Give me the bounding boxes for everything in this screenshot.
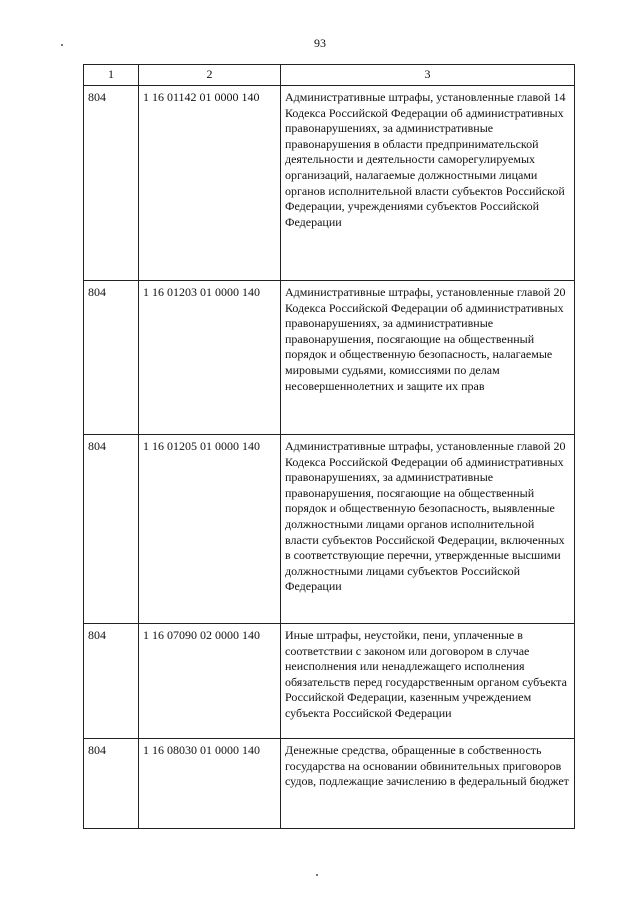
description-cell: Иные штрафы, неустойки, пени, уплаченные в соответствии с законом или договором в случае неисполнения или ненадлежащего исполнения обязательств перед государственным органом субъекта Российской Федерации, казенным учреждением субъекта Российской Федерации xyxy=(281,624,575,739)
column-header: 2 xyxy=(139,65,281,86)
scan-speck xyxy=(61,44,63,46)
table-row xyxy=(84,435,575,624)
table-row xyxy=(84,281,575,435)
budget-code-cell: 1 16 01203 01 0000 140 xyxy=(139,281,281,435)
description-cell: Денежные средства, обращенные в собственность государства на основании обвинительных приговоров судов, подлежащие зачислению в федеральный бюджет xyxy=(281,739,575,829)
budget-code-cell: 1 16 01205 01 0000 140 xyxy=(139,435,281,624)
scan-speck xyxy=(316,874,318,876)
budget-code-cell: 1 16 01142 01 0000 140 xyxy=(139,86,281,281)
description-cell: Административные штрафы, установленные главой 14 Кодекса Российской Федерации об административных правонарушениях, за административные правонарушения в области предпринимательской деятельности и деятельности саморегулируемых организаций, налагаемые должностными лицами органов исполнительной власти субъектов Российской Федерации, учреждениями субъектов Российской Федерации xyxy=(281,86,575,281)
admin-code-cell: 804 xyxy=(84,624,139,739)
revenue-codes-table xyxy=(83,64,575,829)
column-header: 1 xyxy=(84,65,139,86)
admin-code-cell: 804 xyxy=(84,739,139,829)
admin-code-cell: 804 xyxy=(84,281,139,435)
budget-code-cell: 1 16 07090 02 0000 140 xyxy=(139,624,281,739)
budget-code-cell: 1 16 08030 01 0000 140 xyxy=(139,739,281,829)
page-number: 93 xyxy=(314,36,326,50)
description-cell: Административные штрафы, установленные главой 20 Кодекса Российской Федерации об административных правонарушениях, за административные правонарушения, посягающие на общественный порядок и общественную безопасность, налагаемые мировыми судьями, комиссиями по делам несовершеннолетних и защите их прав xyxy=(281,281,575,435)
table-header-row xyxy=(84,65,575,86)
table-row xyxy=(84,86,575,281)
table-row xyxy=(84,624,575,739)
admin-code-cell: 804 xyxy=(84,435,139,624)
admin-code-cell: 804 xyxy=(84,86,139,281)
table-row xyxy=(84,739,575,829)
column-header: 3 xyxy=(281,65,575,86)
description-cell: Административные штрафы, установленные главой 20 Кодекса Российской Федерации об административных правонарушениях, за административные правонарушения, посягающие на общественный порядок и общественную безопасность, выявленные должностными лицами органов исполнительной власти субъектов Российской Федерации, включенных в соответствующие перечни, утвержденные высшими должностными лицами субъектов Российской Федерации xyxy=(281,435,575,624)
